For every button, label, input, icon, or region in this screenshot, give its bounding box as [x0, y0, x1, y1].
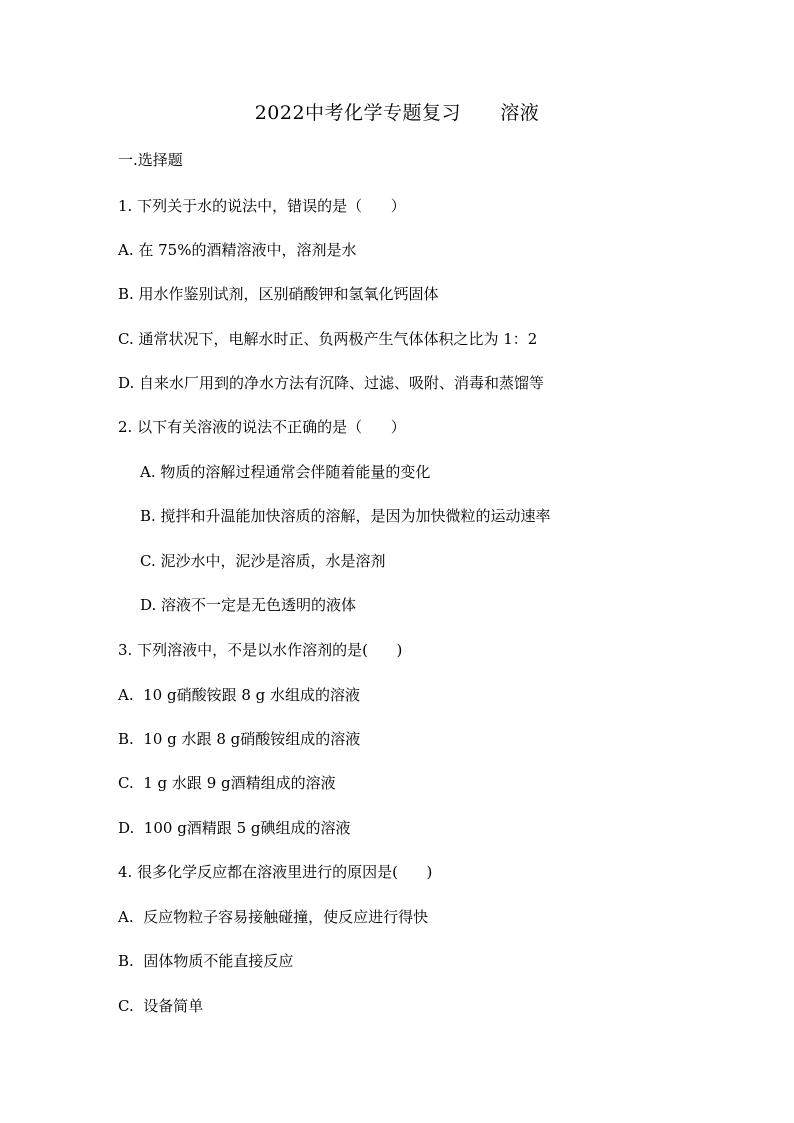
question-1-option-a: A. 在 75%的酒精溶液中，溶剂是水 [118, 241, 357, 259]
question-4-option-a: A. 反应物粒子容易接触碰撞，使反应进行得快 [118, 908, 429, 926]
question-2-option-c: C. 泥沙水中，泥沙是溶质，水是溶剂 [140, 552, 386, 570]
question-1-stem: 1. 下列关于水的说法中，错误的是（ ） [118, 197, 406, 215]
question-4-option-c: C. 设备简单 [118, 997, 204, 1015]
question-3-stem: 3. 下列溶液中，不是以水作溶剂的是( ) [118, 641, 403, 659]
question-3-option-c: C. 1 g 水跟 9 g酒精组成的溶液 [118, 774, 336, 792]
question-4-stem: 4. 很多化学反应都在溶液里进行的原因是( ) [118, 863, 433, 881]
question-1-option-d: D. 自来水厂用到的净水方法有沉降、过滤、吸附、消毒和蒸馏等 [118, 374, 545, 392]
question-4-option-b: B. 固体物质不能直接反应 [118, 952, 294, 970]
question-3-option-d: D. 100 g酒精跟 5 g碘组成的溶液 [118, 819, 351, 837]
question-1-option-c: C. 通常状况下，电解水时正、负两极产生气体体积之比为 1：2 [118, 330, 538, 348]
question-3-option-a: A. 10 g硝酸铵跟 8 g 水组成的溶液 [118, 686, 361, 704]
question-2-stem: 2. 以下有关溶液的说法不正确的是（ ） [118, 418, 406, 436]
document-title: 2022中考化学专题复习 溶液 [254, 102, 540, 124]
question-2-option-b: B. 搅拌和升温能加快溶质的溶解，是因为加快微粒的运动速率 [140, 507, 551, 525]
question-3-option-b: B. 10 g 水跟 8 g硝酸铵组成的溶液 [118, 730, 361, 748]
question-2-option-a: A. 物质的溶解过程通常会伴随着能量的变化 [140, 463, 431, 481]
section-heading: 一.选择题 [118, 151, 183, 169]
question-1-option-b: B. 用水作鉴别试剂，区别硝酸钾和氢氧化钙固体 [118, 285, 439, 303]
question-2-option-d: D. 溶液不一定是无色透明的液体 [140, 596, 357, 614]
